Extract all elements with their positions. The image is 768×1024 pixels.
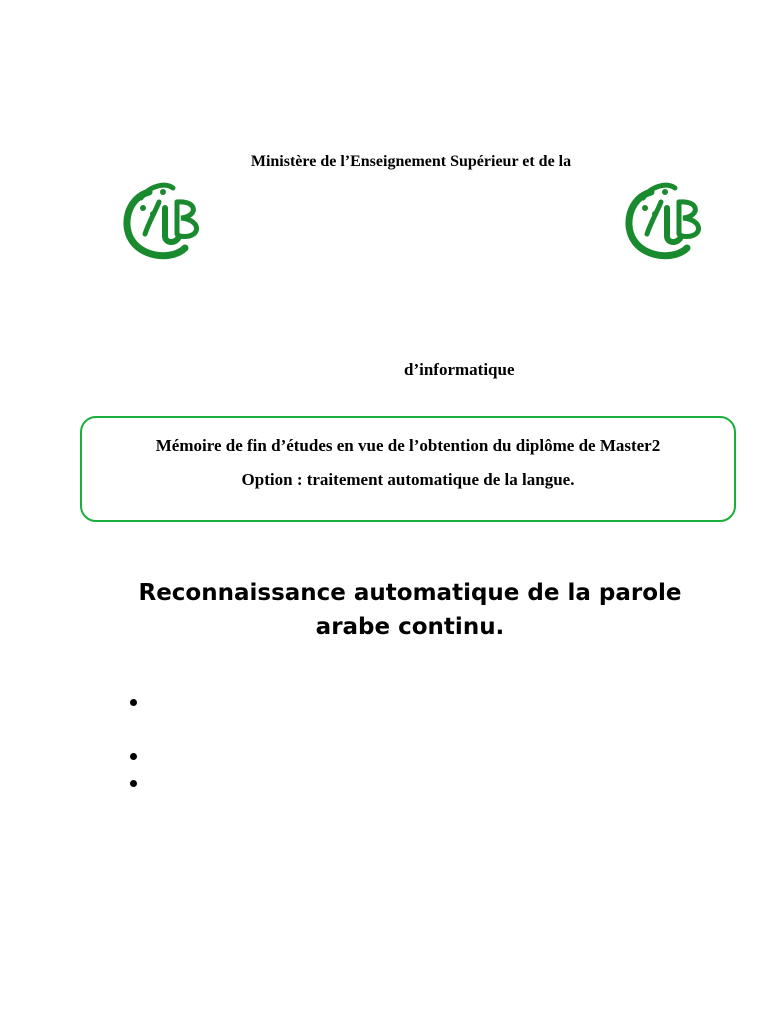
thesis-title — [100, 576, 720, 644]
bullet-point — [130, 780, 137, 787]
university-logo-icon — [621, 178, 707, 260]
thesis-title-line1: Reconnaissance automatique de la parole — [138, 580, 682, 606]
memoire-option: Option : traitement automatique de la langue. — [241, 470, 575, 489]
ministry-heading: Ministère de l’Enseignement Supérieur et de la — [250, 153, 572, 170]
memoire-box — [80, 416, 736, 522]
university-logo-icon — [119, 178, 205, 260]
bullet-point — [130, 699, 137, 706]
bullet-point — [130, 753, 137, 760]
department-name: d’informatique — [404, 360, 515, 379]
thesis-title-line2: arabe continu. — [315, 614, 505, 640]
memoire-description: Mémoire de fin d’études en vue de l’obtention du diplôme de Master2 — [155, 436, 661, 455]
